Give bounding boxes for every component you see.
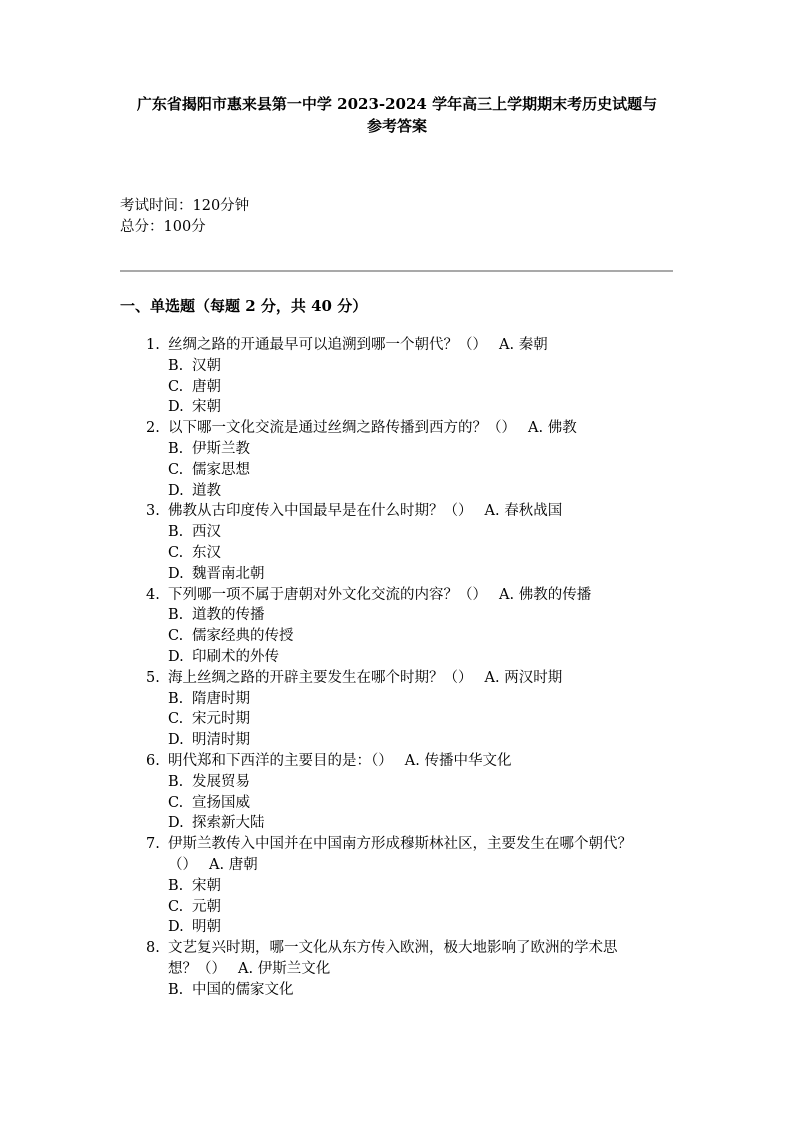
option-b [146, 522, 691, 543]
question-number: 5. [146, 669, 160, 686]
option-a: A. 佛教 [528, 420, 577, 437]
option-text: 唐朝 [192, 378, 221, 395]
question-stem [146, 668, 691, 689]
question-stem [146, 751, 691, 772]
option-letter: D. [168, 648, 184, 665]
option-letter: C. [168, 711, 184, 728]
question-number: 6. [146, 752, 160, 769]
option-letter: D. [168, 732, 184, 749]
option-letter: B. [168, 981, 184, 998]
option-text: 宋朝 [192, 877, 221, 894]
option-c [146, 543, 691, 564]
exam-meta [120, 196, 249, 238]
option-a: A. 两汉时期 [484, 669, 563, 686]
option-b [146, 980, 691, 1001]
option-a: A. 佛教的传播 [499, 586, 592, 603]
option-a: A. 传播中华文化 [404, 752, 512, 769]
option-a: A. 秦朝 [499, 337, 548, 353]
question-stem [146, 501, 691, 522]
option-text: 宋元时期 [192, 711, 250, 728]
option-letter: B. [168, 607, 184, 624]
total-score: 总分：100分 [120, 219, 206, 235]
question-item [146, 335, 691, 418]
question-number: 4. [146, 586, 160, 603]
question-item [146, 938, 691, 1000]
question-item [146, 834, 691, 938]
question-number: 7. [146, 836, 160, 853]
title-line-2: 参考答案 [366, 117, 427, 135]
option-letter: D. [168, 565, 184, 582]
question-stem [146, 585, 691, 606]
option-letter: C. [168, 544, 184, 561]
option-letter: C. [168, 898, 184, 915]
option-text: 宋朝 [192, 399, 221, 416]
option-text: 明清时期 [192, 732, 250, 749]
question-text [168, 501, 691, 522]
question-number: 8. [146, 940, 160, 957]
option-b [146, 356, 691, 377]
option-b [146, 439, 691, 460]
document-title [100, 93, 694, 137]
question-text-main: 以下哪一文化交流是通过丝绸之路传播到西方的？（） [168, 420, 516, 437]
question-stem [146, 834, 691, 876]
option-c [146, 709, 691, 730]
question-text-cont: （） [168, 856, 197, 873]
option-letter: C. [168, 461, 184, 478]
option-letter: C. [168, 628, 184, 645]
question-stem [146, 335, 691, 356]
option-text: 西汉 [192, 524, 221, 541]
question-text [168, 418, 691, 439]
question-number: 3. [146, 503, 160, 520]
question-stem [146, 418, 691, 439]
question-item [146, 585, 691, 668]
question-text-main: 伊斯兰教传入中国并在中国南方形成穆斯林社区，主要发生在哪个朝代？ [168, 836, 632, 853]
question-text [168, 668, 691, 689]
option-letter: B. [168, 357, 184, 374]
option-text: 儒家经典的传授 [192, 628, 294, 645]
question-stem [146, 938, 691, 980]
question-number: 1. [146, 337, 160, 353]
option-text: 元朝 [192, 898, 221, 915]
option-letter: D. [168, 399, 184, 416]
option-text: 道教的传播 [192, 607, 265, 624]
option-d [146, 813, 691, 834]
option-text: 道教 [192, 482, 221, 499]
option-c [146, 377, 691, 398]
exam-time: 考试时间：120分钟 [120, 198, 250, 214]
option-c [146, 897, 691, 918]
option-d [146, 917, 691, 938]
question-text-main: 佛教从古印度传入中国最早是在什么时期？（） [168, 503, 473, 520]
question-text-cont: 想？（） [168, 960, 226, 977]
option-text: 印刷术的外传 [192, 648, 279, 665]
option-text: 明朝 [192, 919, 221, 936]
question-text-main: 明代郑和下西洋的主要目的是：（） [168, 752, 393, 769]
option-text: 探索新大陆 [192, 815, 265, 832]
option-b [146, 876, 691, 897]
option-d [146, 564, 691, 585]
option-letter: B. [168, 524, 184, 541]
option-text: 儒家思想 [192, 461, 250, 478]
question-text-main: 丝绸之路的开通最早可以追溯到哪一个朝代？（） [168, 337, 487, 353]
question-text [168, 751, 691, 772]
option-d [146, 397, 691, 418]
option-text: 伊斯兰教 [192, 440, 250, 457]
question-item [146, 501, 691, 584]
option-letter: B. [168, 690, 184, 707]
title-line-1: 广东省揭阳市惠来县第一中学 2023-2024 学年高三上学期期末考历史试题与 [136, 95, 658, 113]
question-item [146, 668, 691, 751]
option-text: 宣扬国威 [192, 794, 250, 811]
divider-line [120, 270, 673, 272]
option-b [146, 772, 691, 793]
question-text-main: 文艺复兴时期，哪一文化从东方传入欧洲，极大地影响了欧洲的学术思 [168, 940, 618, 957]
option-a: A. 春秋战国 [484, 503, 563, 520]
option-letter: C. [168, 378, 184, 395]
option-d [146, 647, 691, 668]
option-letter: B. [168, 877, 184, 894]
option-letter: D. [168, 815, 184, 832]
option-letter: D. [168, 482, 184, 499]
question-item [146, 418, 691, 501]
question-text [168, 585, 691, 606]
option-text: 魏晋南北朝 [192, 565, 265, 582]
question-text [168, 834, 691, 876]
option-c [146, 793, 691, 814]
option-text: 中国的儒家文化 [192, 981, 294, 998]
question-number: 2. [146, 420, 160, 437]
section-title: 一、单选题（每题 2 分，共 40 分） [120, 297, 368, 315]
option-letter: C. [168, 794, 184, 811]
option-text: 汉朝 [192, 357, 221, 374]
option-text: 东汉 [192, 544, 221, 561]
option-d [146, 481, 691, 502]
option-letter: B. [168, 440, 184, 457]
question-item [146, 751, 691, 834]
option-a: A. 唐朝 [209, 856, 258, 873]
option-text: 隋唐时期 [192, 690, 250, 707]
option-b [146, 605, 691, 626]
question-text [168, 938, 691, 980]
question-text-main: 海上丝绸之路的开辟主要发生在哪个时期？（） [168, 669, 473, 686]
question-text [168, 335, 691, 356]
option-c [146, 626, 691, 647]
option-c [146, 460, 691, 481]
option-letter: B. [168, 773, 184, 790]
question-text-main: 下列哪一项不属于唐朝对外文化交流的内容？（） [168, 586, 487, 603]
option-b [146, 689, 691, 710]
option-d [146, 730, 691, 751]
option-a: A. 伊斯兰文化 [238, 960, 331, 977]
question-list [146, 335, 691, 1001]
option-text: 发展贸易 [192, 773, 250, 790]
option-letter: D. [168, 919, 184, 936]
